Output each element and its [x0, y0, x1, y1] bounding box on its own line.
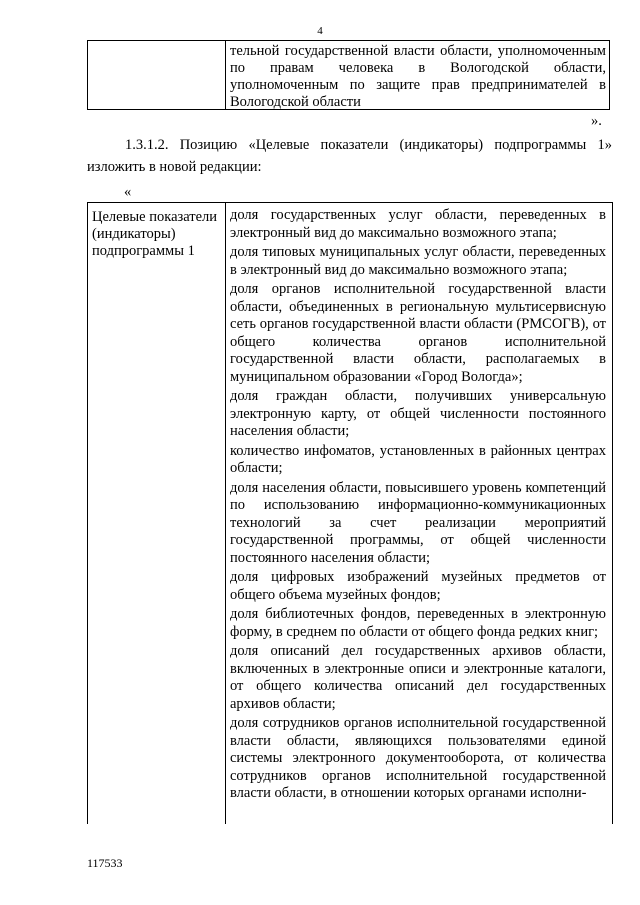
indicators-table	[87, 202, 613, 824]
page-number: 4	[317, 25, 323, 37]
indicators-list	[230, 207, 606, 805]
indicator-item: доля граждан области, получивших универсальную электронную карту, от общей численности постоянного населения области;	[230, 388, 606, 439]
indicator-item: доля государственных услуг области, переведенных в электронный вид до максимально возможного этапа;	[230, 207, 606, 241]
indicator-item: доля библиотечных фондов, переведенных в электронную форму, в среднем по области от общего фонда редких книг;	[230, 606, 606, 640]
indicator-item: доля населения области, повысившего уровень компетенций по использованию информационно-коммуникационных технологий за счет реализации мероприятий государственной программы, от общей численности постоянного населения области;	[230, 479, 606, 566]
closing-quote-mark: ».	[591, 113, 602, 129]
continued-table-left-cell	[88, 41, 226, 109]
indicators-table-label: Целевые показатели (индикаторы) подпрограммы 1	[92, 209, 218, 259]
amendment-paragraph: 1.3.1.2. Позицию «Целевые показатели (индикаторы) подпрограммы 1» изложить в новой редакции:	[87, 137, 612, 175]
indicators-table-left-cell	[88, 203, 226, 824]
opening-quote-mark: «	[124, 184, 132, 200]
indicator-item: доля цифровых изображений музейных предметов от общего объема музейных фондов;	[230, 569, 606, 603]
indicator-item: количество инфоматов, установленных в районных центрах области;	[230, 442, 606, 476]
continued-table-right-cell: тельной государственной власти области, уполномоченным по правам человека в Вологодской области, уполномоченным по защите прав предпринимателей в Вологодской области	[230, 43, 606, 110]
indicator-item: доля органов исполнительной государственной власти области, объединенных в региональную мультисервисную сеть органов государственной власти области (РМСОГВ), от общего количества органов исполнительной государственной власти области, располагаемых в муниципальном образовании «Город Вологда»;	[230, 281, 606, 385]
continued-table	[87, 40, 610, 110]
indicator-item: доля сотрудников органов исполнительной государственной власти области, являющихся пользователями единой системы электронного документооборота, от количества сотрудников органов исполнительной государственной власти области, в отношении которых органами исполни-	[230, 715, 606, 801]
document-code: 117533	[87, 856, 123, 870]
indicator-item: доля описаний дел государственных архивов области, включенных в электронные описи и электронные каталоги, от общего количества описаний дел государственных архивов области;	[230, 643, 606, 712]
indicator-item: доля типовых муниципальных услуг области, переведенных в электронный вид до максимально возможного этапа;	[230, 244, 606, 278]
